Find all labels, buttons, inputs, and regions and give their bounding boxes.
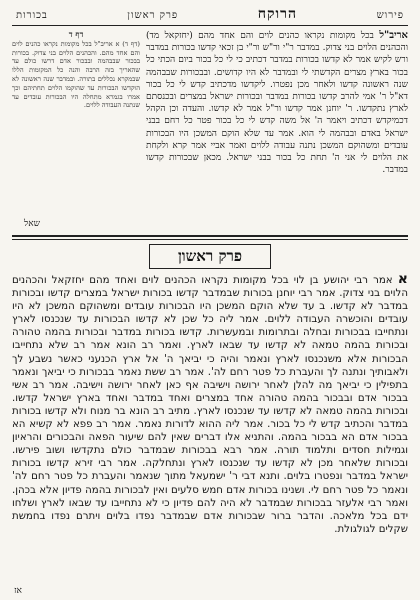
side-commentary-title: דף ד [68,30,84,39]
side-commentary [12,30,140,220]
mishnah-text [12,273,408,573]
running-head-perek: פרק ראשון [127,10,179,21]
main-commentary [146,30,408,220]
main-commentary-text: בכל מקומות נקראו כהנים לוים והם אחד מהם (יחזקאל מד) והכהנים הלוים בני צדוק. במדבר ר"י ור"ש ור"י בן זכאי קדשו בכורות במדבר ורש לקיש אמר לא קדשו בכורות במדבר דכתיב כי לי כל בכור ביום הכתי כל בכור בארץ מצרים הקדשתי לי ובמדבר לא היו קדושים. ובבכורות שבבהמה שנה ראשונה קדשו ולאחר מכן נפטרו. ליקדשו מדכתיב קדש לי כל בכור דא"ל ר' אמי להרב קדשו בכורות במדבר ובכורות ישראל במצרים ובכנסתם לארץ נתקדשו. ר' יוחנן אמר קדשו ור"ל אמר לא קדשו. והעדה וכן הקהל דכמיקדש דכתיב ויאמר ה' אל משה קדש לי כל בכור פטר כל רחם בבני ישראל באדם ובבהמה לי הוא. אמר עד שלא הוקם המשכן היו הבכורות עובדים ומשהוקם המשכן נתנה עבודה ללוים ואמר אביי אמר קרא ולקחת את הלוים לי אני ה' תחת כל בכור בבני ישראל. מכאן שבכורות קדשו במדבר. [146,31,408,176]
commentary-sign-off: שאל [24,219,40,229]
chapter-title: פרק ראשון [149,244,271,269]
side-commentary-text: (דף ד) א אריב"ל בכל מקומות נקראו כהנים לוים והם אחד מהם. והכהנים הלוים בני צדוק. בכורות בבכור שבבהמה ובבכור אדם דרשו כולם עד שהאריך בזה הרבה והנה כל המקומות הללו שבמקרא נכללים בתורה. ובמדבר שנה ראשונה לא הוקדשו הבכורות עד שהוקמו הלוים תחתיהם וכך אמרו בגמרא מתחלה היו הבכורות עובדים עד שנתנה העבודה ללוים. [12,39,140,110]
running-head-commentary-label: פירוש [376,10,404,21]
mishnah-body: והכהנים הלוים בני צדוק. אמר רבי יוחנן בכורות שבמדבר קדשו בכורות ישראל במצרים קדשו ובכורות במדבר לא קדשו. ב עד שלא הוקם המשכן היו הבכורות עובדים ומשהוקם המשכן לא היו עובדים והוכשרה העבודה ללוים. אמר ליה כל שכן לא קדשו הבכורות עד שנכנסו לארץ ונתחייבו בבכורות ובחלה ובתרומות ובמעשרות. קדשו בכורות במדבר ובכורות בהמה טהורה ובכורות בהמה טמאה לא קדשו עד שבאו לארץ. ואמר רב הונא אמר רב שלא נתחייבו הבכורות אלא משנכנסו לארץ ונאמר והיה כי יביאך ה' אל ארץ הכנעני כאשר נשבע לך ולאבותיך ונתנה לך והעברת כל פטר רחם לה'. אמר רב ששת נאמר בבכורות כי יביאך ונאמר בתפילין כי יביאך מה להלן לאחר ירושה וישיבה אף כאן לאחר ירושה וישיבה. אמר רב אשי בבכור אדם ובבכור בהמה טהורה אחד במצרים ואחד במדבר ואחד בארץ ישראל קדשו. ובכורות בהמה טמאה לא קדשו עד שנכנסו לארץ. מתיב רב הונא בר מנוח ולא קדשו בכורות במדבר והכתיב קדש לי כל בכור. אמר ליה ההוא לדורות נאמר. אמר רב פפא לא קשיא הא בבכור אדם הא בבכור בהמה. והתניא אלו דברים שאין להם שיעור הפאה והבכורים והראיון וגמילות חסדים ותלמוד תורה. אמר רבא בבכורות שבמדבר כולם נתקדשו ושוב פירשו. ובכורות שלאחר מכן לא קדשו עד שנכנסו לארץ ונתחלקה. אמר רבי זירא קדשו בכורות ישראל במדבר ונפטרו בלוים. ותנא דבי ר' ישמעאל מתוך שנאמר והעברת כל פטר רחם לה' ונאמר כל פטר רחם לי. ושנינו בכורות אדם חמש סלעים ואין לבכורות בהמה פדיון אלא בכהן. ואמר רבי אלעזר בבכורות שבמדבר לא היה להם פדיון כי לא נתחייבו עד שבאו לארץ ושלחו ידם בכל מלאכה. והדבר ברור שבכורות אדם שבמדבר נפדו בלוים ויתרם נפדו בחמשת שקלים לגולגולת. [12,275,408,535]
running-head [12,6,408,26]
commentary-zone [12,30,408,220]
running-head-masechet: בכורות [16,10,48,21]
commentary-lemma: אריב"ל [379,30,408,41]
section-divider [12,235,408,240]
page-number: אז [14,586,22,596]
running-head-sefer: הרוקח [257,6,298,22]
mishnah-dibbur-letter: א [397,273,408,287]
mishnah-opening: אמר רבי יהושע בן לוי בכל מקומות נקראו הכהנים לוים ואחד מהם יחזקאל [51,275,393,286]
